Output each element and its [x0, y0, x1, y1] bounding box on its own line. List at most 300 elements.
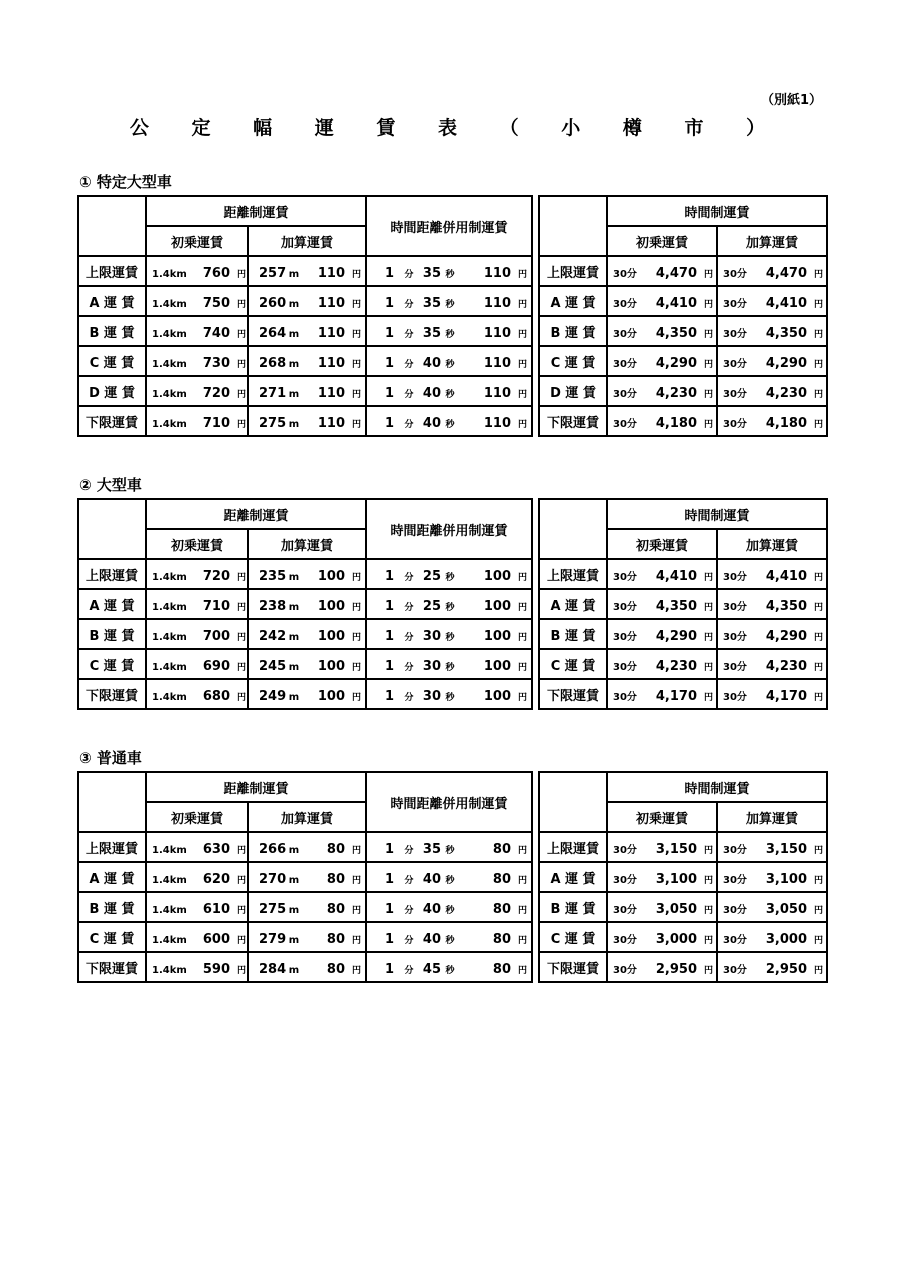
additional-fare-header: 加算運賃 [248, 529, 366, 559]
additional-fare-value: 110 [317, 415, 345, 431]
additional-distance-value: 235 [259, 568, 287, 584]
fare-rank-label: C 運 賃 [78, 346, 146, 376]
distance-fare-table [77, 195, 533, 437]
yen-unit: 円 [236, 419, 246, 430]
additional-fare-header: 加算運賃 [717, 529, 827, 559]
time-fare-header: 時間制運賃 [607, 196, 827, 226]
time-initial-fare-cell [607, 406, 717, 436]
initial-fare-cell [146, 559, 248, 589]
additional-fare-cell [248, 286, 366, 316]
time-additional-fare-value: 4,170 [765, 688, 807, 704]
yen-unit: 円 [236, 572, 246, 583]
second-unit: 秒 [445, 269, 455, 280]
time-initial-fare-cell [607, 952, 717, 982]
second-unit: 秒 [445, 602, 455, 613]
additional-fare-cell [248, 376, 366, 406]
fare-rank-label: A 運 賃 [539, 589, 607, 619]
distance-unit: 1.4km [152, 934, 187, 946]
additional-fare-value: 80 [326, 901, 345, 917]
time-fare-table [538, 195, 828, 437]
distance-unit: 1.4km [152, 874, 187, 886]
time-unit: 30分 [613, 571, 637, 583]
section-title: ① 特定大型車 [79, 173, 172, 191]
combined-fare-cell [366, 559, 532, 589]
distance-unit: 1.4km [152, 904, 187, 916]
initial-fare-cell [146, 346, 248, 376]
initial-fare-value: 680 [202, 688, 230, 704]
minute-unit: 分 [404, 602, 414, 613]
distance-unit: 1.4km [152, 964, 187, 976]
time-unit: 30分 [723, 904, 747, 916]
corner-cell [78, 499, 146, 559]
combined-fare-value: 80 [492, 931, 512, 947]
time-fare-row [539, 922, 827, 952]
yen-unit: 円 [813, 692, 823, 703]
fare-row [78, 679, 532, 709]
time-additional-fare-value: 4,230 [765, 385, 807, 401]
fare-rank-label: B 運 賃 [78, 619, 146, 649]
time-unit: 30分 [723, 874, 747, 886]
yen-unit: 円 [351, 935, 361, 946]
initial-fare-cell [146, 892, 248, 922]
time-fare-row [539, 679, 827, 709]
time-fare-row [539, 406, 827, 436]
time-fare-table [538, 498, 828, 710]
yen-unit: 円 [813, 269, 823, 280]
time-fare-row [539, 649, 827, 679]
fare-rank-label: 上限運賃 [539, 559, 607, 589]
combined-seconds-value: 35 [422, 265, 442, 281]
combined-fare-value: 100 [483, 598, 512, 614]
yen-unit: 円 [236, 329, 246, 340]
combined-fare-cell [366, 649, 532, 679]
distance-unit: 1.4km [152, 691, 187, 703]
fare-rank-label: 下限運賃 [78, 406, 146, 436]
time-initial-fare-cell [607, 286, 717, 316]
time-fare-row [539, 376, 827, 406]
time-initial-fare-value: 4,290 [655, 628, 697, 644]
yen-unit: 円 [518, 632, 528, 643]
yen-unit: 円 [703, 329, 713, 340]
additional-distance-value: 284 [259, 961, 287, 977]
combined-fare-value: 110 [483, 415, 512, 431]
distance-unit: 1.4km [152, 418, 187, 430]
minute-unit: 分 [404, 965, 414, 976]
fare-rank-label: A 運 賃 [539, 862, 607, 892]
combined-fare-cell [366, 952, 532, 982]
additional-fare-cell [248, 649, 366, 679]
time-fare-row [539, 286, 827, 316]
initial-fare-value: 720 [202, 385, 230, 401]
fare-rank-label: A 運 賃 [539, 286, 607, 316]
time-additional-fare-value: 4,350 [765, 598, 807, 614]
time-unit: 30分 [723, 601, 747, 613]
yen-unit: 円 [703, 359, 713, 370]
distance-fare-header: 距離制運賃 [146, 196, 366, 226]
combined-fare-value: 80 [492, 871, 512, 887]
time-unit: 30分 [613, 268, 637, 280]
additional-distance-value: 249 [259, 688, 287, 704]
time-initial-fare-cell [607, 679, 717, 709]
yen-unit: 円 [351, 632, 361, 643]
corner-cell [539, 499, 607, 559]
section-title: ② 大型車 [79, 476, 142, 494]
distance-unit: 1.4km [152, 328, 187, 340]
time-fare-row [539, 559, 827, 589]
combined-fare-cell [366, 619, 532, 649]
time-initial-fare-value: 4,350 [655, 325, 697, 341]
fare-rank-label: 上限運賃 [78, 559, 146, 589]
initial-fare-value: 700 [202, 628, 230, 644]
distance-fare-header: 距離制運賃 [146, 499, 366, 529]
fare-row [78, 649, 532, 679]
combined-minutes-value: 1 [385, 568, 395, 584]
second-unit: 秒 [445, 875, 455, 886]
meter-unit: m [288, 268, 300, 280]
yen-unit: 円 [236, 965, 246, 976]
additional-fare-cell [248, 862, 366, 892]
time-initial-fare-value: 4,230 [655, 385, 697, 401]
yen-unit: 円 [703, 875, 713, 886]
time-unit: 30分 [613, 298, 637, 310]
time-additional-fare-cell [717, 286, 827, 316]
fare-rank-label: C 運 賃 [78, 922, 146, 952]
time-unit: 30分 [613, 874, 637, 886]
combined-fare-cell [366, 406, 532, 436]
yen-unit: 円 [813, 602, 823, 613]
yen-unit: 円 [236, 359, 246, 370]
combined-fare-header: 時間距離併用制運賃 [366, 196, 532, 256]
time-initial-fare-value: 4,180 [655, 415, 697, 431]
fare-rank-label: 上限運賃 [78, 256, 146, 286]
distance-unit: 1.4km [152, 388, 187, 400]
time-fare-row [539, 619, 827, 649]
initial-fare-cell [146, 316, 248, 346]
time-unit: 30分 [723, 934, 747, 946]
time-additional-fare-value: 2,950 [765, 961, 807, 977]
combined-minutes-value: 1 [385, 628, 395, 644]
yen-unit: 円 [518, 359, 528, 370]
yen-unit: 円 [813, 875, 823, 886]
combined-fare-value: 100 [483, 688, 512, 704]
fare-rank-label: B 運 賃 [539, 619, 607, 649]
combined-fare-value: 80 [492, 841, 512, 857]
combined-fare-value: 110 [483, 325, 512, 341]
meter-unit: m [288, 358, 300, 370]
yen-unit: 円 [703, 299, 713, 310]
combined-minutes-value: 1 [385, 841, 395, 857]
additional-fare-header: 加算運賃 [248, 802, 366, 832]
time-fare-row [539, 892, 827, 922]
time-unit: 30分 [723, 418, 747, 430]
time-initial-fare-value: 4,350 [655, 598, 697, 614]
additional-fare-value: 80 [326, 961, 345, 977]
time-fare-row [539, 256, 827, 286]
distance-unit: 1.4km [152, 601, 187, 613]
yen-unit: 円 [351, 875, 361, 886]
combined-fare-cell [366, 832, 532, 862]
fare-rank-label: C 運 賃 [78, 649, 146, 679]
combined-fare-value: 80 [492, 961, 512, 977]
section-title: ③ 普通車 [79, 749, 142, 767]
yen-unit: 円 [236, 875, 246, 886]
combined-seconds-value: 40 [422, 871, 442, 887]
additional-fare-cell [248, 589, 366, 619]
initial-fare-value: 710 [202, 415, 230, 431]
distance-fare-table [77, 771, 533, 983]
fare-row [78, 256, 532, 286]
initial-fare-cell [146, 952, 248, 982]
combined-seconds-value: 40 [422, 385, 442, 401]
corner-cell [78, 772, 146, 832]
distance-fare-header: 距離制運賃 [146, 772, 366, 802]
additional-fare-cell [248, 832, 366, 862]
fare-rank-label: B 運 賃 [539, 892, 607, 922]
fare-rank-label: 下限運賃 [539, 679, 607, 709]
initial-fare-value: 600 [202, 931, 230, 947]
combined-seconds-value: 25 [422, 568, 442, 584]
additional-distance-value: 266 [259, 841, 287, 857]
yen-unit: 円 [351, 692, 361, 703]
time-additional-fare-value: 4,230 [765, 658, 807, 674]
combined-minutes-value: 1 [385, 931, 395, 947]
initial-fare-value: 590 [202, 961, 230, 977]
time-initial-fare-cell [607, 862, 717, 892]
yen-unit: 円 [518, 389, 528, 400]
yen-unit: 円 [236, 632, 246, 643]
distance-unit: 1.4km [152, 268, 187, 280]
time-unit: 30分 [613, 388, 637, 400]
time-unit: 30分 [613, 844, 637, 856]
combined-seconds-value: 40 [422, 931, 442, 947]
initial-fare-header: 初乗運賃 [146, 529, 248, 559]
time-unit: 30分 [613, 328, 637, 340]
minute-unit: 分 [404, 572, 414, 583]
yen-unit: 円 [703, 965, 713, 976]
combined-seconds-value: 30 [422, 658, 442, 674]
combined-fare-cell [366, 286, 532, 316]
additional-distance-value: 275 [259, 415, 287, 431]
additional-distance-value: 279 [259, 931, 287, 947]
second-unit: 秒 [445, 329, 455, 340]
initial-fare-value: 630 [202, 841, 230, 857]
meter-unit: m [288, 691, 300, 703]
corner-cell [78, 196, 146, 256]
initial-fare-cell [146, 619, 248, 649]
yen-unit: 円 [813, 845, 823, 856]
time-fare-row [539, 346, 827, 376]
combined-seconds-value: 35 [422, 841, 442, 857]
distance-unit: 1.4km [152, 631, 187, 643]
yen-unit: 円 [703, 662, 713, 673]
initial-fare-value: 750 [202, 295, 230, 311]
minute-unit: 分 [404, 359, 414, 370]
combined-fare-value: 110 [483, 355, 512, 371]
additional-fare-header: 加算運賃 [717, 802, 827, 832]
time-unit: 30分 [613, 691, 637, 703]
combined-seconds-value: 45 [422, 961, 442, 977]
fare-rank-label: A 運 賃 [78, 589, 146, 619]
fare-rank-label: 上限運賃 [539, 256, 607, 286]
minute-unit: 分 [404, 845, 414, 856]
distance-unit: 1.4km [152, 358, 187, 370]
fare-rank-label: 上限運賃 [78, 832, 146, 862]
time-initial-fare-cell [607, 619, 717, 649]
yen-unit: 円 [518, 269, 528, 280]
second-unit: 秒 [445, 572, 455, 583]
yen-unit: 円 [518, 905, 528, 916]
fare-rank-label: B 運 賃 [539, 316, 607, 346]
additional-fare-cell [248, 406, 366, 436]
meter-unit: m [288, 328, 300, 340]
yen-unit: 円 [351, 845, 361, 856]
time-additional-fare-cell [717, 862, 827, 892]
fare-row [78, 559, 532, 589]
yen-unit: 円 [351, 965, 361, 976]
time-fare-row [539, 952, 827, 982]
yen-unit: 円 [703, 269, 713, 280]
additional-fare-value: 110 [317, 385, 345, 401]
yen-unit: 円 [703, 935, 713, 946]
yen-unit: 円 [518, 419, 528, 430]
additional-fare-cell [248, 346, 366, 376]
combined-minutes-value: 1 [385, 658, 395, 674]
second-unit: 秒 [445, 905, 455, 916]
time-unit: 30分 [723, 328, 747, 340]
time-initial-fare-value: 4,290 [655, 355, 697, 371]
combined-fare-cell [366, 256, 532, 286]
initial-fare-header: 初乗運賃 [607, 226, 717, 256]
minute-unit: 分 [404, 662, 414, 673]
time-initial-fare-cell [607, 376, 717, 406]
time-additional-fare-cell [717, 406, 827, 436]
initial-fare-value: 760 [202, 265, 230, 281]
yen-unit: 円 [518, 875, 528, 886]
yen-unit: 円 [813, 935, 823, 946]
initial-fare-cell [146, 922, 248, 952]
initial-fare-header: 初乗運賃 [607, 529, 717, 559]
initial-fare-cell [146, 256, 248, 286]
time-initial-fare-cell [607, 892, 717, 922]
time-unit: 30分 [613, 358, 637, 370]
combined-minutes-value: 1 [385, 325, 395, 341]
second-unit: 秒 [445, 632, 455, 643]
yen-unit: 円 [518, 965, 528, 976]
minute-unit: 分 [404, 419, 414, 430]
time-fare-header: 時間制運賃 [607, 772, 827, 802]
combined-seconds-value: 30 [422, 688, 442, 704]
time-initial-fare-cell [607, 589, 717, 619]
yen-unit: 円 [518, 299, 528, 310]
second-unit: 秒 [445, 845, 455, 856]
additional-distance-value: 260 [259, 295, 287, 311]
time-unit: 30分 [723, 358, 747, 370]
combined-seconds-value: 35 [422, 325, 442, 341]
time-unit: 30分 [723, 388, 747, 400]
second-unit: 秒 [445, 662, 455, 673]
additional-fare-value: 110 [317, 355, 345, 371]
time-initial-fare-cell [607, 559, 717, 589]
fare-row [78, 316, 532, 346]
fare-rank-label: C 運 賃 [539, 346, 607, 376]
initial-fare-cell [146, 862, 248, 892]
additional-distance-value: 268 [259, 355, 287, 371]
yen-unit: 円 [703, 389, 713, 400]
yen-unit: 円 [813, 329, 823, 340]
additional-fare-value: 100 [317, 598, 345, 614]
second-unit: 秒 [445, 419, 455, 430]
additional-fare-header: 加算運賃 [717, 226, 827, 256]
fare-row [78, 922, 532, 952]
combined-fare-cell [366, 922, 532, 952]
time-initial-fare-value: 3,100 [655, 871, 697, 887]
yen-unit: 円 [351, 269, 361, 280]
additional-distance-value: 238 [259, 598, 287, 614]
second-unit: 秒 [445, 692, 455, 703]
additional-fare-cell [248, 559, 366, 589]
initial-fare-header: 初乗運賃 [146, 802, 248, 832]
time-fare-row [539, 862, 827, 892]
initial-fare-cell [146, 649, 248, 679]
yen-unit: 円 [236, 389, 246, 400]
meter-unit: m [288, 874, 300, 886]
corner-cell [539, 196, 607, 256]
combined-minutes-value: 1 [385, 355, 395, 371]
fare-rank-label: D 運 賃 [78, 376, 146, 406]
combined-fare-cell [366, 892, 532, 922]
time-initial-fare-value: 4,470 [655, 265, 697, 281]
yen-unit: 円 [518, 329, 528, 340]
yen-unit: 円 [518, 692, 528, 703]
distance-unit: 1.4km [152, 571, 187, 583]
yen-unit: 円 [351, 299, 361, 310]
combined-minutes-value: 1 [385, 901, 395, 917]
time-unit: 30分 [613, 964, 637, 976]
time-unit: 30分 [723, 298, 747, 310]
initial-fare-header: 初乗運賃 [146, 226, 248, 256]
time-additional-fare-value: 4,410 [765, 295, 807, 311]
minute-unit: 分 [404, 905, 414, 916]
fare-row [78, 952, 532, 982]
time-initial-fare-value: 3,000 [655, 931, 697, 947]
time-initial-fare-value: 4,410 [655, 295, 697, 311]
initial-fare-header: 初乗運賃 [607, 802, 717, 832]
appendix-note: （別紙1） [760, 93, 822, 108]
yen-unit: 円 [813, 389, 823, 400]
fare-row [78, 892, 532, 922]
fare-rank-label: 下限運賃 [78, 679, 146, 709]
minute-unit: 分 [404, 935, 414, 946]
time-additional-fare-cell [717, 376, 827, 406]
additional-distance-value: 264 [259, 325, 287, 341]
time-initial-fare-value: 4,230 [655, 658, 697, 674]
distance-fare-table [77, 498, 533, 710]
time-fare-header: 時間制運賃 [607, 499, 827, 529]
initial-fare-cell [146, 286, 248, 316]
fare-row [78, 346, 532, 376]
initial-fare-cell [146, 679, 248, 709]
yen-unit: 円 [351, 662, 361, 673]
time-unit: 30分 [723, 631, 747, 643]
time-unit: 30分 [613, 631, 637, 643]
time-initial-fare-cell [607, 922, 717, 952]
additional-distance-value: 245 [259, 658, 287, 674]
second-unit: 秒 [445, 965, 455, 976]
second-unit: 秒 [445, 935, 455, 946]
fare-rank-label: C 運 賃 [539, 649, 607, 679]
yen-unit: 円 [813, 632, 823, 643]
yen-unit: 円 [813, 662, 823, 673]
